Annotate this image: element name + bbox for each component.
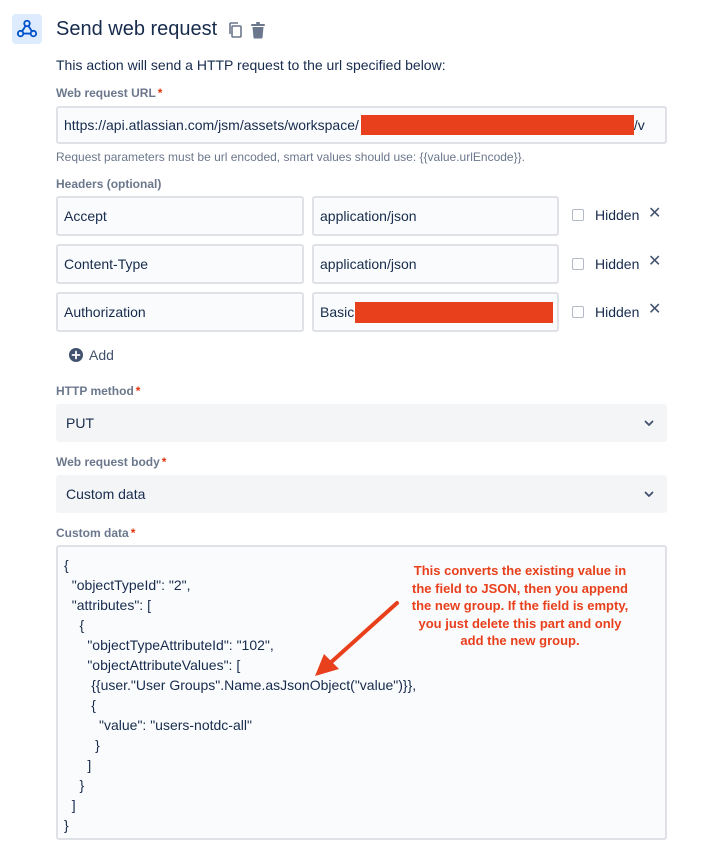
header-value-input[interactable]: application/json: [312, 244, 559, 284]
remove-header-icon[interactable]: ✕: [648, 253, 662, 270]
hidden-label: Hidden: [595, 304, 640, 320]
url-value-suffix: /v: [633, 117, 645, 133]
hidden-checkbox[interactable]: [572, 306, 584, 318]
http-method-value: PUT: [66, 415, 94, 431]
custom-data-label: Custom data *: [56, 526, 136, 540]
add-label: Add: [89, 347, 114, 363]
url-input[interactable]: [56, 106, 667, 144]
auth-redaction: [355, 302, 553, 323]
hidden-checkbox[interactable]: [572, 209, 584, 221]
webhook-icon: [12, 14, 42, 44]
add-header-button[interactable]: [69, 347, 114, 363]
body-select[interactable]: [56, 475, 667, 513]
chevron-down-icon: [643, 417, 655, 429]
url-value: https://api.atlassian.com/jsm/assets/workspace/: [64, 117, 359, 133]
header-value-input[interactable]: Basic: [312, 292, 559, 332]
url-redaction: [361, 115, 634, 135]
http-method-label: HTTP method *: [56, 384, 141, 398]
url-help-text: Request parameters must be url encoded, smart values should use: {{value.urlEncode}}.: [56, 150, 525, 164]
trash-icon[interactable]: [249, 20, 267, 40]
custom-data-textarea[interactable]: { "objectTypeId": "2", "attributes": [ { "objectTypeAttributeId": "102", "objectAttributeValues": [ {{user."User Groups".Name.asJsonObject("value")}}, { "value": "users-notdc-all" } ] } ] }: [56, 545, 667, 840]
header-key-input[interactable]: Content-Type: [56, 244, 304, 284]
header-value-input[interactable]: application/json: [312, 196, 559, 236]
hidden-label: Hidden: [595, 256, 640, 272]
header-key-input[interactable]: Authorization: [56, 292, 304, 332]
annotation-arrow-icon: [300, 590, 420, 690]
chevron-down-icon: [643, 488, 655, 500]
remove-header-icon[interactable]: ✕: [648, 205, 662, 222]
http-method-select[interactable]: [56, 404, 667, 442]
copy-icon[interactable]: [226, 20, 244, 40]
body-value: Custom data: [66, 486, 146, 502]
plus-circle-icon: [69, 348, 83, 362]
page-title: Send web request: [56, 18, 218, 40]
header-key-input[interactable]: Accept: [56, 196, 304, 236]
remove-header-icon[interactable]: ✕: [648, 301, 662, 318]
body-label: Web request body *: [56, 455, 167, 469]
url-label: Web request URL *: [56, 86, 163, 100]
annotation-text: This converts the existing value in the field to JSON, then you append the new group. If the field is empty, you just delete this part and only add the new group.: [411, 563, 629, 648]
headers-label: Headers (optional): [56, 177, 162, 191]
hidden-label: Hidden: [595, 207, 640, 223]
action-description: This action will send a HTTP request to the url specified below:: [56, 57, 446, 73]
hidden-checkbox[interactable]: [572, 258, 584, 270]
